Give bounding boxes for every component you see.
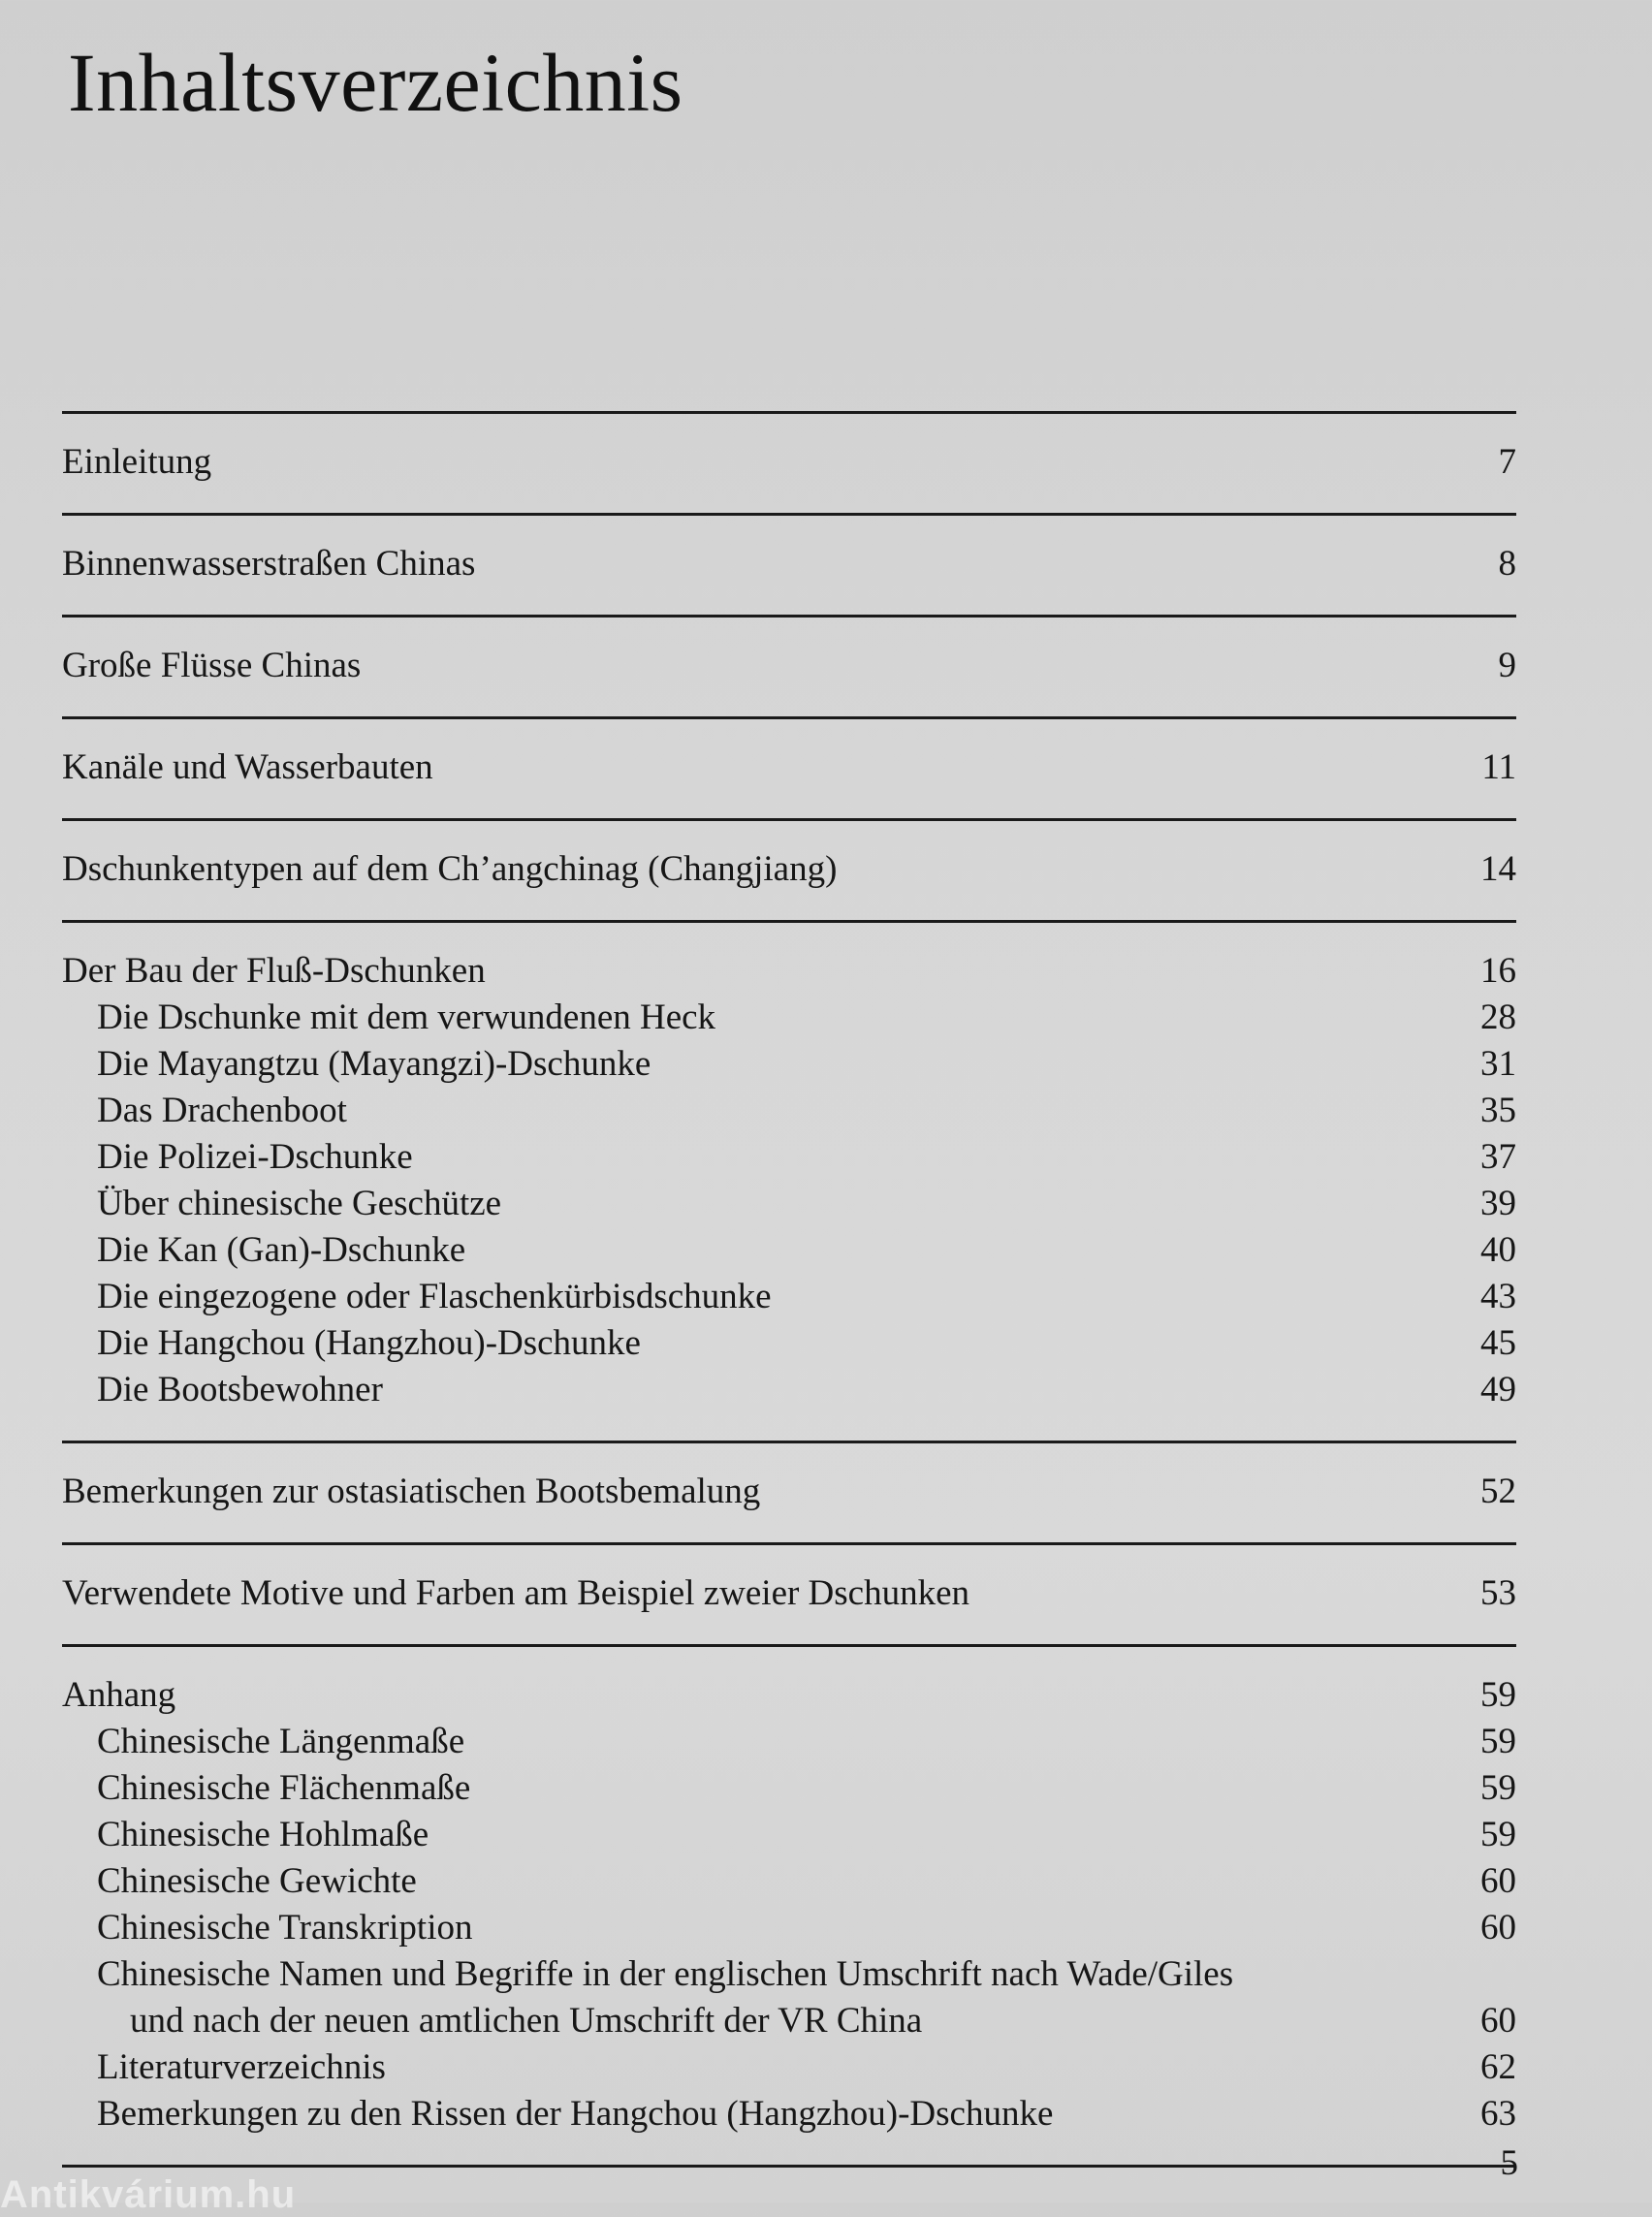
toc-entry-label: Über chinesische Geschütze	[97, 1184, 502, 1223]
toc-entry-label: Dschunkentypen auf dem Ch’angchinag (Changjiang)	[62, 849, 838, 889]
toc-section	[62, 1647, 1516, 2165]
toc-entry-page: 40	[1480, 1230, 1516, 1270]
toc-entry	[62, 744, 1516, 791]
toc-subentry	[62, 1765, 1516, 1812]
toc-subentry	[62, 1812, 1516, 1858]
toc-subentry	[62, 1227, 1516, 1274]
toc-entry-page: 63	[1480, 2094, 1516, 2134]
toc-entry-page: 60	[1480, 2001, 1516, 2041]
toc-entry	[62, 439, 1516, 486]
toc-subentry	[62, 1274, 1516, 1320]
toc-entry	[62, 541, 1516, 587]
toc-entry-label: Chinesische Transkription	[97, 1908, 473, 1948]
toc-entry-page: 43	[1480, 1277, 1516, 1316]
toc-entry-page: 39	[1480, 1184, 1516, 1223]
toc-section	[62, 719, 1516, 818]
toc-entry-label: Große Flüsse Chinas	[62, 646, 362, 685]
toc-entry	[62, 846, 1516, 893]
table-of-contents	[62, 411, 1516, 2168]
toc-subentry	[62, 1905, 1516, 1951]
watermark-text: Antikvárium.hu	[0, 2173, 297, 2216]
toc-subentry	[62, 1320, 1516, 1367]
toc-entry-label: Anhang	[62, 1675, 176, 1715]
toc-subentry	[62, 2091, 1516, 2138]
toc-entry-page: 60	[1480, 1908, 1516, 1948]
toc-entry-page: 59	[1480, 1815, 1516, 1854]
section-divider	[62, 2165, 1516, 2168]
toc-section	[62, 516, 1516, 615]
toc-entry-label: Chinesische Hohlmaße	[97, 1815, 429, 1854]
toc-entry-page: 45	[1480, 1323, 1516, 1363]
toc-entry-label: Kanäle und Wasserbauten	[62, 747, 433, 787]
toc-entry-label: und nach der neuen amtlichen Umschrift der VR China	[130, 2001, 923, 2041]
toc-section	[62, 1545, 1516, 1644]
toc-subentry	[62, 1719, 1516, 1765]
toc-entry	[62, 948, 1516, 995]
page-title: Inhaltsverzeichnis	[68, 36, 683, 129]
toc-section	[62, 821, 1516, 920]
toc-subentry	[62, 2044, 1516, 2091]
toc-entry-label: Das Drachenboot	[97, 1091, 347, 1130]
toc-subentry	[62, 1998, 1516, 2044]
toc-entry-page: 8	[1498, 544, 1516, 584]
toc-entry-page: 62	[1480, 2047, 1516, 2087]
toc-entry-label: Die Kan (Gan)-Dschunke	[97, 1230, 466, 1270]
toc-entry-page: 14	[1480, 849, 1516, 889]
toc-entry-label: Die Polizei-Dschunke	[97, 1137, 413, 1177]
toc-subentry	[62, 1367, 1516, 1413]
toc-subentry	[62, 1088, 1516, 1134]
toc-section	[62, 1443, 1516, 1542]
toc-entry-label: Die Bootsbewohner	[97, 1370, 383, 1409]
toc-entry-label: Die Mayangtzu (Mayangzi)-Dschunke	[97, 1044, 651, 1084]
toc-entry-label: Literaturverzeichnis	[97, 2047, 386, 2087]
toc-entry-page: 60	[1480, 1861, 1516, 1901]
toc-entry-page: 9	[1498, 646, 1516, 685]
toc-section	[62, 923, 1516, 1441]
toc-entry-label: Chinesische Gewichte	[97, 1861, 417, 1901]
toc-entry-page: 7	[1498, 442, 1516, 482]
toc-subentry	[62, 1858, 1516, 1905]
toc-entry-page: 16	[1480, 951, 1516, 991]
toc-subentry	[62, 1181, 1516, 1227]
toc-entry-label: Chinesische Flächenmaße	[97, 1768, 471, 1808]
toc-entry-label: Chinesische Längenmaße	[97, 1722, 465, 1761]
toc-entry-label: Die Hangchou (Hangzhou)-Dschunke	[97, 1323, 641, 1363]
toc-entry-label: Die eingezogene oder Flaschenkürbisdschunke	[97, 1277, 772, 1316]
toc-entry-page: 49	[1480, 1370, 1516, 1409]
toc-entry-label: Bemerkungen zu den Rissen der Hangchou (Hangzhou)-Dschunke	[97, 2094, 1054, 2134]
toc-subentry	[62, 1041, 1516, 1088]
toc-entry-label: Einleitung	[62, 442, 212, 482]
page-number: 5	[1500, 2143, 1518, 2183]
toc-section	[62, 618, 1516, 716]
toc-subentry	[62, 1951, 1516, 1998]
toc-entry-label: Verwendete Motive und Farben am Beispiel zweier Dschunken	[62, 1573, 970, 1613]
toc-entry-label: Der Bau der Fluß-Dschunken	[62, 951, 486, 991]
toc-entry-page: 31	[1480, 1044, 1516, 1084]
toc-entry-page: 37	[1480, 1137, 1516, 1177]
toc-entry-page: 52	[1480, 1472, 1516, 1511]
toc-subentry	[62, 995, 1516, 1041]
toc-entry-page: 59	[1480, 1675, 1516, 1715]
toc-entry-label: Bemerkungen zur ostasiatischen Bootsbemalung	[62, 1472, 761, 1511]
toc-entry	[62, 1570, 1516, 1617]
toc-subentry	[62, 1134, 1516, 1181]
toc-entry-page: 59	[1480, 1768, 1516, 1808]
toc-entry-page: 59	[1480, 1722, 1516, 1761]
toc-entry-page: 53	[1480, 1573, 1516, 1613]
toc-entry-label: Binnenwasserstraßen Chinas	[62, 544, 476, 584]
toc-entry	[62, 643, 1516, 689]
toc-entry	[62, 1672, 1516, 1719]
toc-entry-page: 28	[1480, 998, 1516, 1037]
toc-entry	[62, 1469, 1516, 1515]
toc-entry-page: 35	[1480, 1091, 1516, 1130]
toc-section	[62, 414, 1516, 513]
toc-entry-label: Chinesische Namen und Begriffe in der englischen Umschrift nach Wade/Giles	[97, 1954, 1234, 1994]
toc-entry-label: Die Dschunke mit dem verwundenen Heck	[97, 998, 716, 1037]
toc-entry-page: 11	[1481, 747, 1516, 787]
